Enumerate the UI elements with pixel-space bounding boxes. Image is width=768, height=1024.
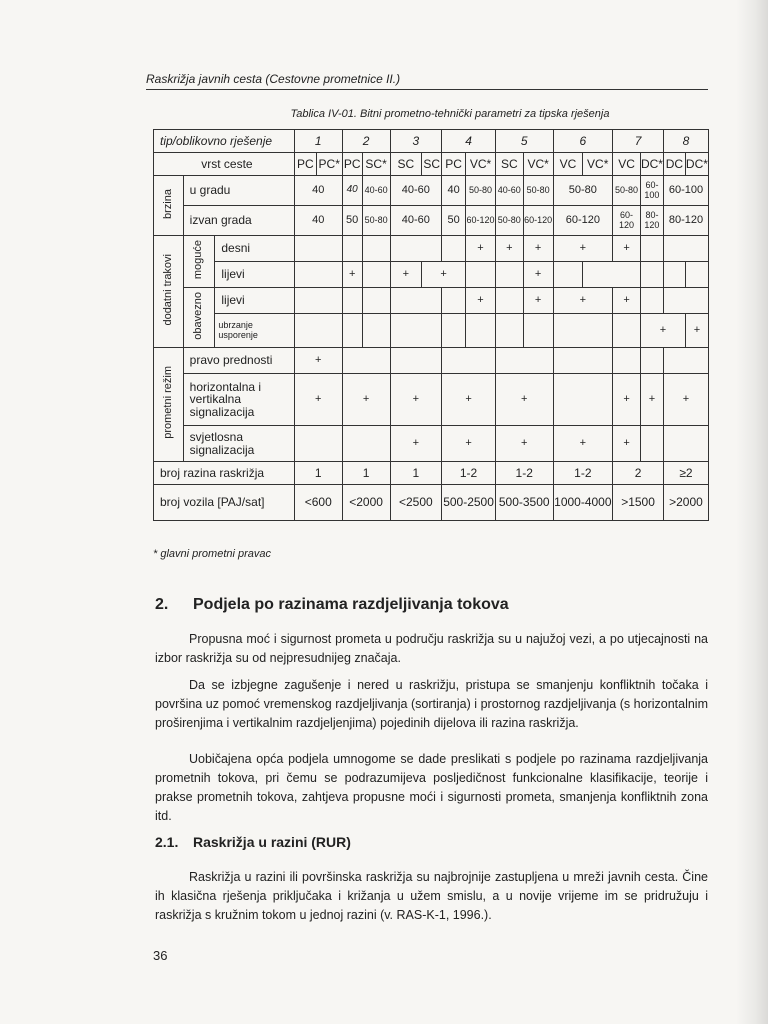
mark-cell: +	[342, 262, 362, 288]
speed-cell: 50-80	[466, 176, 496, 206]
mark-cell: +	[523, 262, 553, 288]
speed-cell: 60-120	[466, 206, 496, 236]
speed-cell: 40	[294, 206, 342, 236]
speed-group-label: brzina	[161, 188, 174, 219]
speed-cell: 50-80	[523, 176, 553, 206]
road-type-cell: VC*	[523, 153, 553, 176]
regime-lights-label: svjetlosna signalizacija	[183, 426, 294, 462]
mark-cell: +	[442, 374, 496, 426]
mark-cell: +	[685, 314, 708, 348]
lane-row-left-mandatory	[154, 288, 709, 314]
levels-label: broj razina raskrižja	[154, 462, 295, 485]
volume-cell: >2000	[663, 485, 708, 521]
subsection-paragraph: Raskrižja u razini ili površinska raskrižja su najbrojnije zastupljena u mreži javnih cesta. Čine ih klasična rješenja priključaka i križanja u užem smislu, a u novije vrijeme im se pridružuju i raskrižja s kružnim tokom u jednoj razini (v. RAS-K-1, 1996.).	[155, 870, 708, 922]
levels-cell: 1-2	[442, 462, 496, 485]
speed-cell: 50-80	[362, 206, 390, 236]
section-paragraph-1: Propusna moć i sigurnost prometa u području raskrižja su u najužoj vezi, a po utjecajnosti na izbor raskrižja su od nejpresudnijeg značaja.	[155, 632, 708, 665]
road-type-cell: SC*	[362, 153, 390, 176]
volume-cell: 1000-4000	[553, 485, 613, 521]
speed-row-outside	[154, 206, 709, 236]
road-type-cell: VC	[553, 153, 583, 176]
regime-group	[154, 348, 184, 462]
type-2: 2	[342, 130, 390, 153]
lane-left-label: lijevi	[215, 288, 294, 314]
speed-cell: 50	[442, 206, 466, 236]
section-paragraph-2: Da se izbjegne zagušenje i nered u raskrižju, pristupa se smanjenju konfliktnih točaka i površina uz pomoć vremenskog razdjeljivanja (sortiranja) i prostornog razdjeljivanja (s horizontalnim proširenjima i vertikalnim razdjeljenjima) pojedinih dijelova ili razina raskrižja.	[155, 678, 708, 730]
road-type-cell: VC*	[466, 153, 496, 176]
regime-row-signage	[154, 374, 709, 426]
levels-cell: 1	[390, 462, 442, 485]
levels-row	[154, 462, 709, 485]
speed-cell: 60-120	[523, 206, 553, 236]
speed-cell: 60-100	[663, 176, 708, 206]
speed-city-label: u gradu	[183, 176, 294, 206]
speed-cell: 40-60	[390, 206, 442, 236]
mark-cell: +	[390, 426, 442, 462]
road-type-cell: VC*	[583, 153, 613, 176]
road-type-cell: PC	[294, 153, 316, 176]
mark-cell: +	[390, 262, 422, 288]
page-number: 36	[153, 948, 168, 963]
lane-accel-label: ubrzanje usporenje	[215, 314, 294, 348]
speed-cell: 80-120	[640, 206, 663, 236]
road-type-label: vrst ceste	[154, 153, 295, 176]
mark-cell: +	[613, 236, 641, 262]
mark-cell: +	[422, 262, 466, 288]
volume-cell: <2000	[342, 485, 390, 521]
mark-cell: +	[663, 374, 708, 426]
mandatory-label: obavezno	[192, 291, 205, 340]
road-type-cell: DC*	[640, 153, 663, 176]
parameters-table	[153, 129, 709, 521]
road-type-cell: SC	[390, 153, 422, 176]
subsection-heading	[155, 834, 351, 850]
mark-cell: +	[466, 236, 496, 262]
mandatory-group	[183, 288, 215, 348]
type-4: 4	[442, 130, 496, 153]
regime-priority-label: pravo prednosti	[183, 348, 294, 374]
levels-cell: 2	[613, 462, 664, 485]
road-type-cell: PC	[442, 153, 466, 176]
type-header-row	[154, 130, 709, 153]
mark-cell: +	[523, 236, 553, 262]
volume-cell: 500-3500	[495, 485, 553, 521]
scan-edge-shadow	[736, 0, 768, 1024]
section-title: Podjela po razinama razdjeljivanja tokova	[193, 596, 509, 613]
mark-cell: +	[495, 374, 553, 426]
volume-cell: >1500	[613, 485, 664, 521]
possible-group	[183, 236, 215, 288]
table-footnote: * glavni prometni pravac	[153, 548, 272, 560]
mark-cell: +	[495, 236, 523, 262]
mark-cell: +	[294, 348, 342, 374]
section-paragraph-3: Uobičajena opća podjela umnogome se dade preslikati s podjele po razinama razdjeljivanja prometnih tokova, pri čemu se podrazumijeva posljedičnost funkcionalne klasifikacije, teorije i prakse prometnih tokova, zahtjeva propusne moći i sigurnosti prometa, smanjenja konfliktnih zona itd.	[155, 752, 708, 823]
road-type-cell: DC*	[685, 153, 708, 176]
volume-label: broj vozila [PAJ/sat]	[154, 485, 295, 521]
table-caption: Tablica IV-01. Bitni prometno-tehnički parametri za tipska rješenja	[290, 108, 610, 120]
mark-cell: +	[294, 374, 342, 426]
speed-cell: 80-120	[663, 206, 708, 236]
speed-cell: 40-60	[362, 176, 390, 206]
levels-cell: 1-2	[495, 462, 553, 485]
road-type-cell: DC	[663, 153, 685, 176]
mark-cell: +	[523, 288, 553, 314]
speed-cell: 50-80	[613, 176, 641, 206]
mark-cell: +	[640, 374, 663, 426]
mark-cell: +	[495, 426, 553, 462]
speed-cell: 40	[442, 176, 466, 206]
section-heading	[155, 596, 509, 614]
speed-cell: 40	[294, 176, 342, 206]
road-type-cell: VC	[613, 153, 641, 176]
regime-row-priority	[154, 348, 709, 374]
mark-cell: +	[342, 374, 390, 426]
mark-cell: +	[613, 426, 641, 462]
type-8: 8	[663, 130, 708, 153]
speed-cell: 40-60	[495, 176, 523, 206]
regime-signage-label: horizontalna i vertikalna signalizacija	[183, 374, 294, 426]
levels-cell: ≥2	[663, 462, 708, 485]
type-label: tip/oblikovno rješenje	[154, 130, 295, 153]
type-5: 5	[495, 130, 553, 153]
speed-cell: 60-100	[640, 176, 663, 206]
lane-left-label: lijevi	[215, 262, 294, 288]
road-type-row	[154, 153, 709, 176]
regime-group-label: prometni režim	[161, 366, 174, 440]
speed-group	[154, 176, 184, 236]
speed-cell: 50	[342, 206, 362, 236]
type-3: 3	[390, 130, 442, 153]
mark-cell: +	[553, 288, 613, 314]
mark-cell: +	[466, 288, 496, 314]
mark-cell: +	[613, 374, 641, 426]
volume-cell: <600	[294, 485, 342, 521]
road-type-cell: PC*	[316, 153, 342, 176]
mark-cell: +	[390, 374, 442, 426]
possible-label: moguće	[192, 240, 205, 280]
subsection-number: 2.1.	[155, 834, 179, 850]
speed-cell: 40-60	[390, 176, 442, 206]
extra-lanes-label: dodatni trakovi	[161, 253, 174, 326]
mark-cell: +	[640, 314, 685, 348]
volume-cell: 500-2500	[442, 485, 496, 521]
volume-row	[154, 485, 709, 521]
speed-cell: 60-120	[613, 206, 641, 236]
levels-cell: 1-2	[553, 462, 613, 485]
speed-row-city	[154, 176, 709, 206]
type-7: 7	[613, 130, 664, 153]
extra-lanes-group	[154, 236, 184, 348]
lane-row-left-possible	[154, 262, 709, 288]
levels-cell: 1	[342, 462, 390, 485]
lane-right-label: desni	[215, 236, 294, 262]
lane-row-accel	[154, 314, 709, 348]
speed-cell: 40	[342, 176, 362, 206]
speed-outside-label: izvan grada	[183, 206, 294, 236]
type-6: 6	[553, 130, 613, 153]
mark-cell: +	[613, 288, 641, 314]
lane-row-right	[154, 236, 709, 262]
levels-cell: 1	[294, 462, 342, 485]
mark-cell: +	[553, 236, 613, 262]
road-type-cell: SC	[495, 153, 523, 176]
subsection-title: Raskrižja u razini (RUR)	[193, 834, 351, 850]
mark-cell: +	[553, 426, 613, 462]
speed-cell: 50-80	[553, 176, 613, 206]
section-number: 2.	[155, 596, 169, 613]
running-header: Raskrižja javnih cesta (Cestovne prometnice II.)	[146, 72, 708, 90]
road-type-cell: PC	[342, 153, 362, 176]
type-1: 1	[294, 130, 342, 153]
mark-cell: +	[442, 426, 496, 462]
speed-cell: 50-80	[495, 206, 523, 236]
volume-cell: <2500	[390, 485, 442, 521]
speed-cell: 60-120	[553, 206, 613, 236]
road-type-cell: SC	[422, 153, 442, 176]
regime-row-lights	[154, 426, 709, 462]
